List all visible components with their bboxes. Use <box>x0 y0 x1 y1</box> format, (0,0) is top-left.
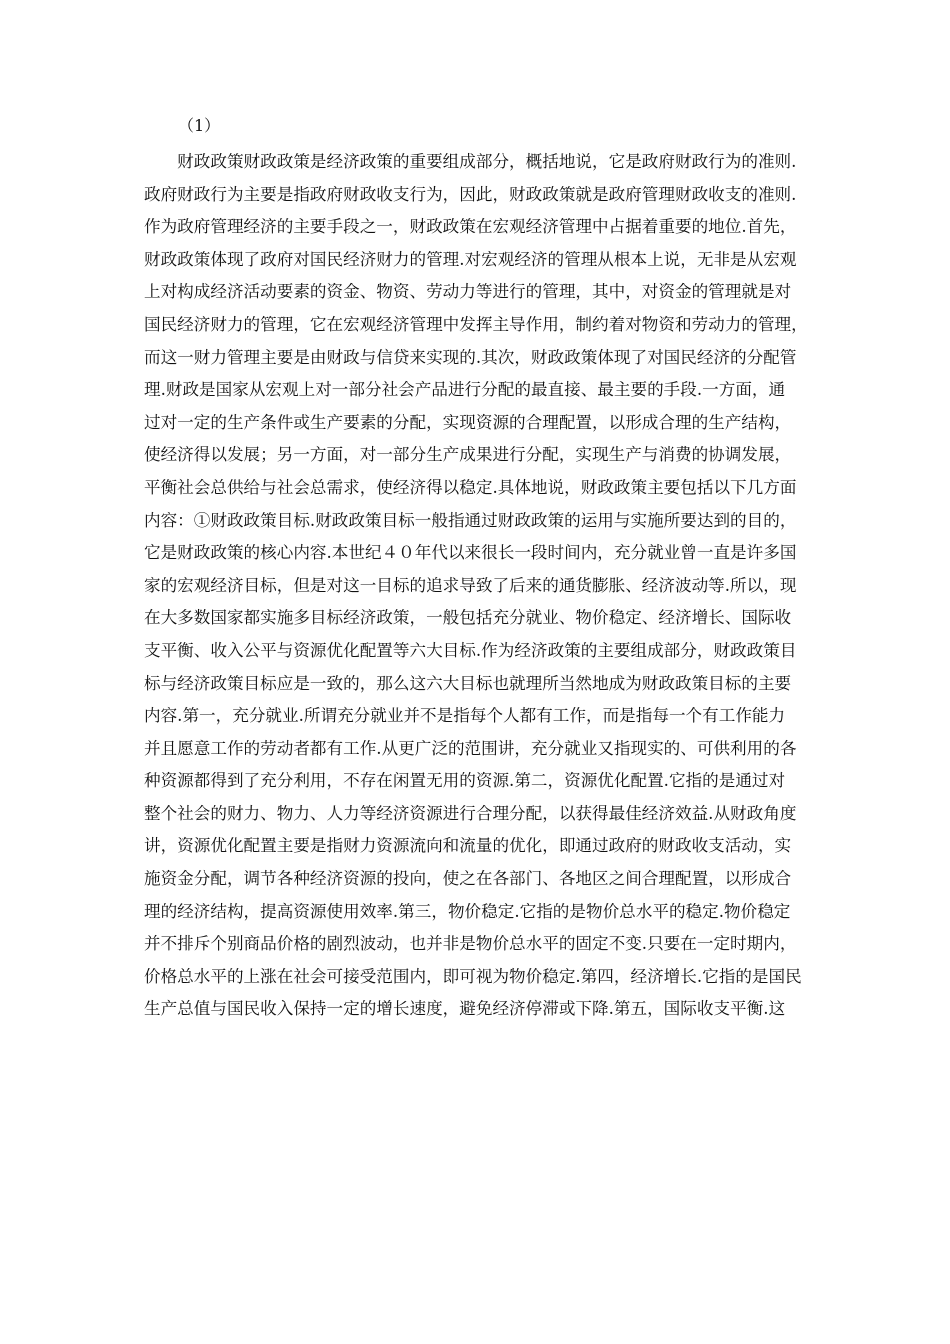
text-line: 而这一财力管理主要是由财政与信贷来实现的.其次，财政政策体现了对国民经济的分配管 <box>144 347 797 367</box>
text-line: 国民经济财力的管理，它在宏观经济管理中发挥主导作用，制约着对物资和劳动力的管理， <box>144 314 808 334</box>
text-line: 政府财政行为主要是指政府财政收支行为，因此，财政政策就是政府管理财政收支的准则. <box>144 184 797 204</box>
text-line: 整个社会的财力、物力、人力等经济资源进行合理分配，以获得最佳经济效益.从财政角度 <box>144 803 797 823</box>
text-line: 理.财政是国家从宏观上对一部分社会产品进行分配的最直接、最主要的手段.一方面，通 <box>144 380 786 400</box>
text-line: 支平衡、收入公平与资源优化配置等六大目标.作为经济政策的主要组成部分，财政政策目 <box>144 640 797 660</box>
text-line: 使经济得以发展；另一方面，对一部分生产成果进行分配，实现生产与消费的协调发展， <box>144 445 792 465</box>
text-line: 价格总水平的上涨在社会可接受范围内，即可视为物价稳定.第四，经济增长.它指的是国民 <box>144 966 802 986</box>
text-line: 讲，资源优化配置主要是指财力资源流向和流量的优化，即通过政府的财政收支活动，实 <box>144 836 792 856</box>
text-line: 财政政策财政政策是经济政策的重要组成部分，概括地说，它是政府财政行为的准则. <box>144 152 797 171</box>
text-line: 过对一定的生产条件或生产要素的分配，实现资源的合理配置，以形成合理的生产结构， <box>144 412 792 432</box>
text-line: 平衡社会总供给与社会总需求，使经济得以稳定.具体地说，财政政策主要包括以下几方面 <box>144 477 797 497</box>
text-line: 财政政策体现了政府对国民经济财力的管理.对宏观经济的管理从根本上说，无非是从宏观 <box>144 249 797 269</box>
text-line: 施资金分配，调节各种经济资源的投向，使之在各部门、各地区之间合理配置，以形成合 <box>144 869 792 889</box>
text-line: 并且愿意工作的劳动者都有工作.从更广泛的范围讲，充分就业又指现实的、可供利用的各 <box>144 738 797 758</box>
text-line: 上对构成经济活动要素的资金、物资、劳动力等进行的管理，其中，对资金的管理就是对 <box>144 282 792 302</box>
text-line: 种资源都得到了充分利用，不存在闲置无用的资源.第二，资源优化配置.它指的是通过对 <box>144 771 786 791</box>
text-line: 作为政府管理经济的主要手段之一，财政政策在宏观经济管理中占据着重要的地位.首先， <box>144 217 797 237</box>
text-line: 并不排斥个别商品价格的剧烈波动，也并非是物价总水平的固定不变.只要在一定时期内， <box>144 934 797 954</box>
text-line: 内容.第一，充分就业.所谓充分就业并不是指每个人都有工作，而是指每一个有工作能力 <box>144 706 786 726</box>
text-line: 在大多数国家都实施多目标经济政策，一般包括充分就业、物价稳定、经济增长、国际收 <box>144 608 792 628</box>
text-line: 理的经济结构，提高资源使用效率.第三，物价稳定.它指的是物价总水平的稳定.物价稳定 <box>144 901 791 921</box>
body-paragraph <box>144 146 812 1026</box>
text-line: 它是财政政策的核心内容.本世纪４０年代以来很长一段时间内，充分就业曾一直是许多国 <box>144 543 797 563</box>
text-line: 内容：①财政政策目标.财政政策目标一般指通过财政政策的运用与实施所要达到的目的， <box>144 510 797 530</box>
text-line: 标与经济政策目标应是一致的，那么这六大目标也就理所当然地成为财政政策目标的主要 <box>144 673 792 693</box>
text-line: 生产总值与国民收入保持一定的增长速度，避免经济停滞或下降.第五，国际收支平衡.这 <box>144 999 786 1019</box>
text-line: 家的宏观经济目标，但是对这一目标的追求导致了后来的通货膨胀、经济波动等.所以，现 <box>144 575 797 595</box>
section-number: （1） <box>178 116 221 135</box>
